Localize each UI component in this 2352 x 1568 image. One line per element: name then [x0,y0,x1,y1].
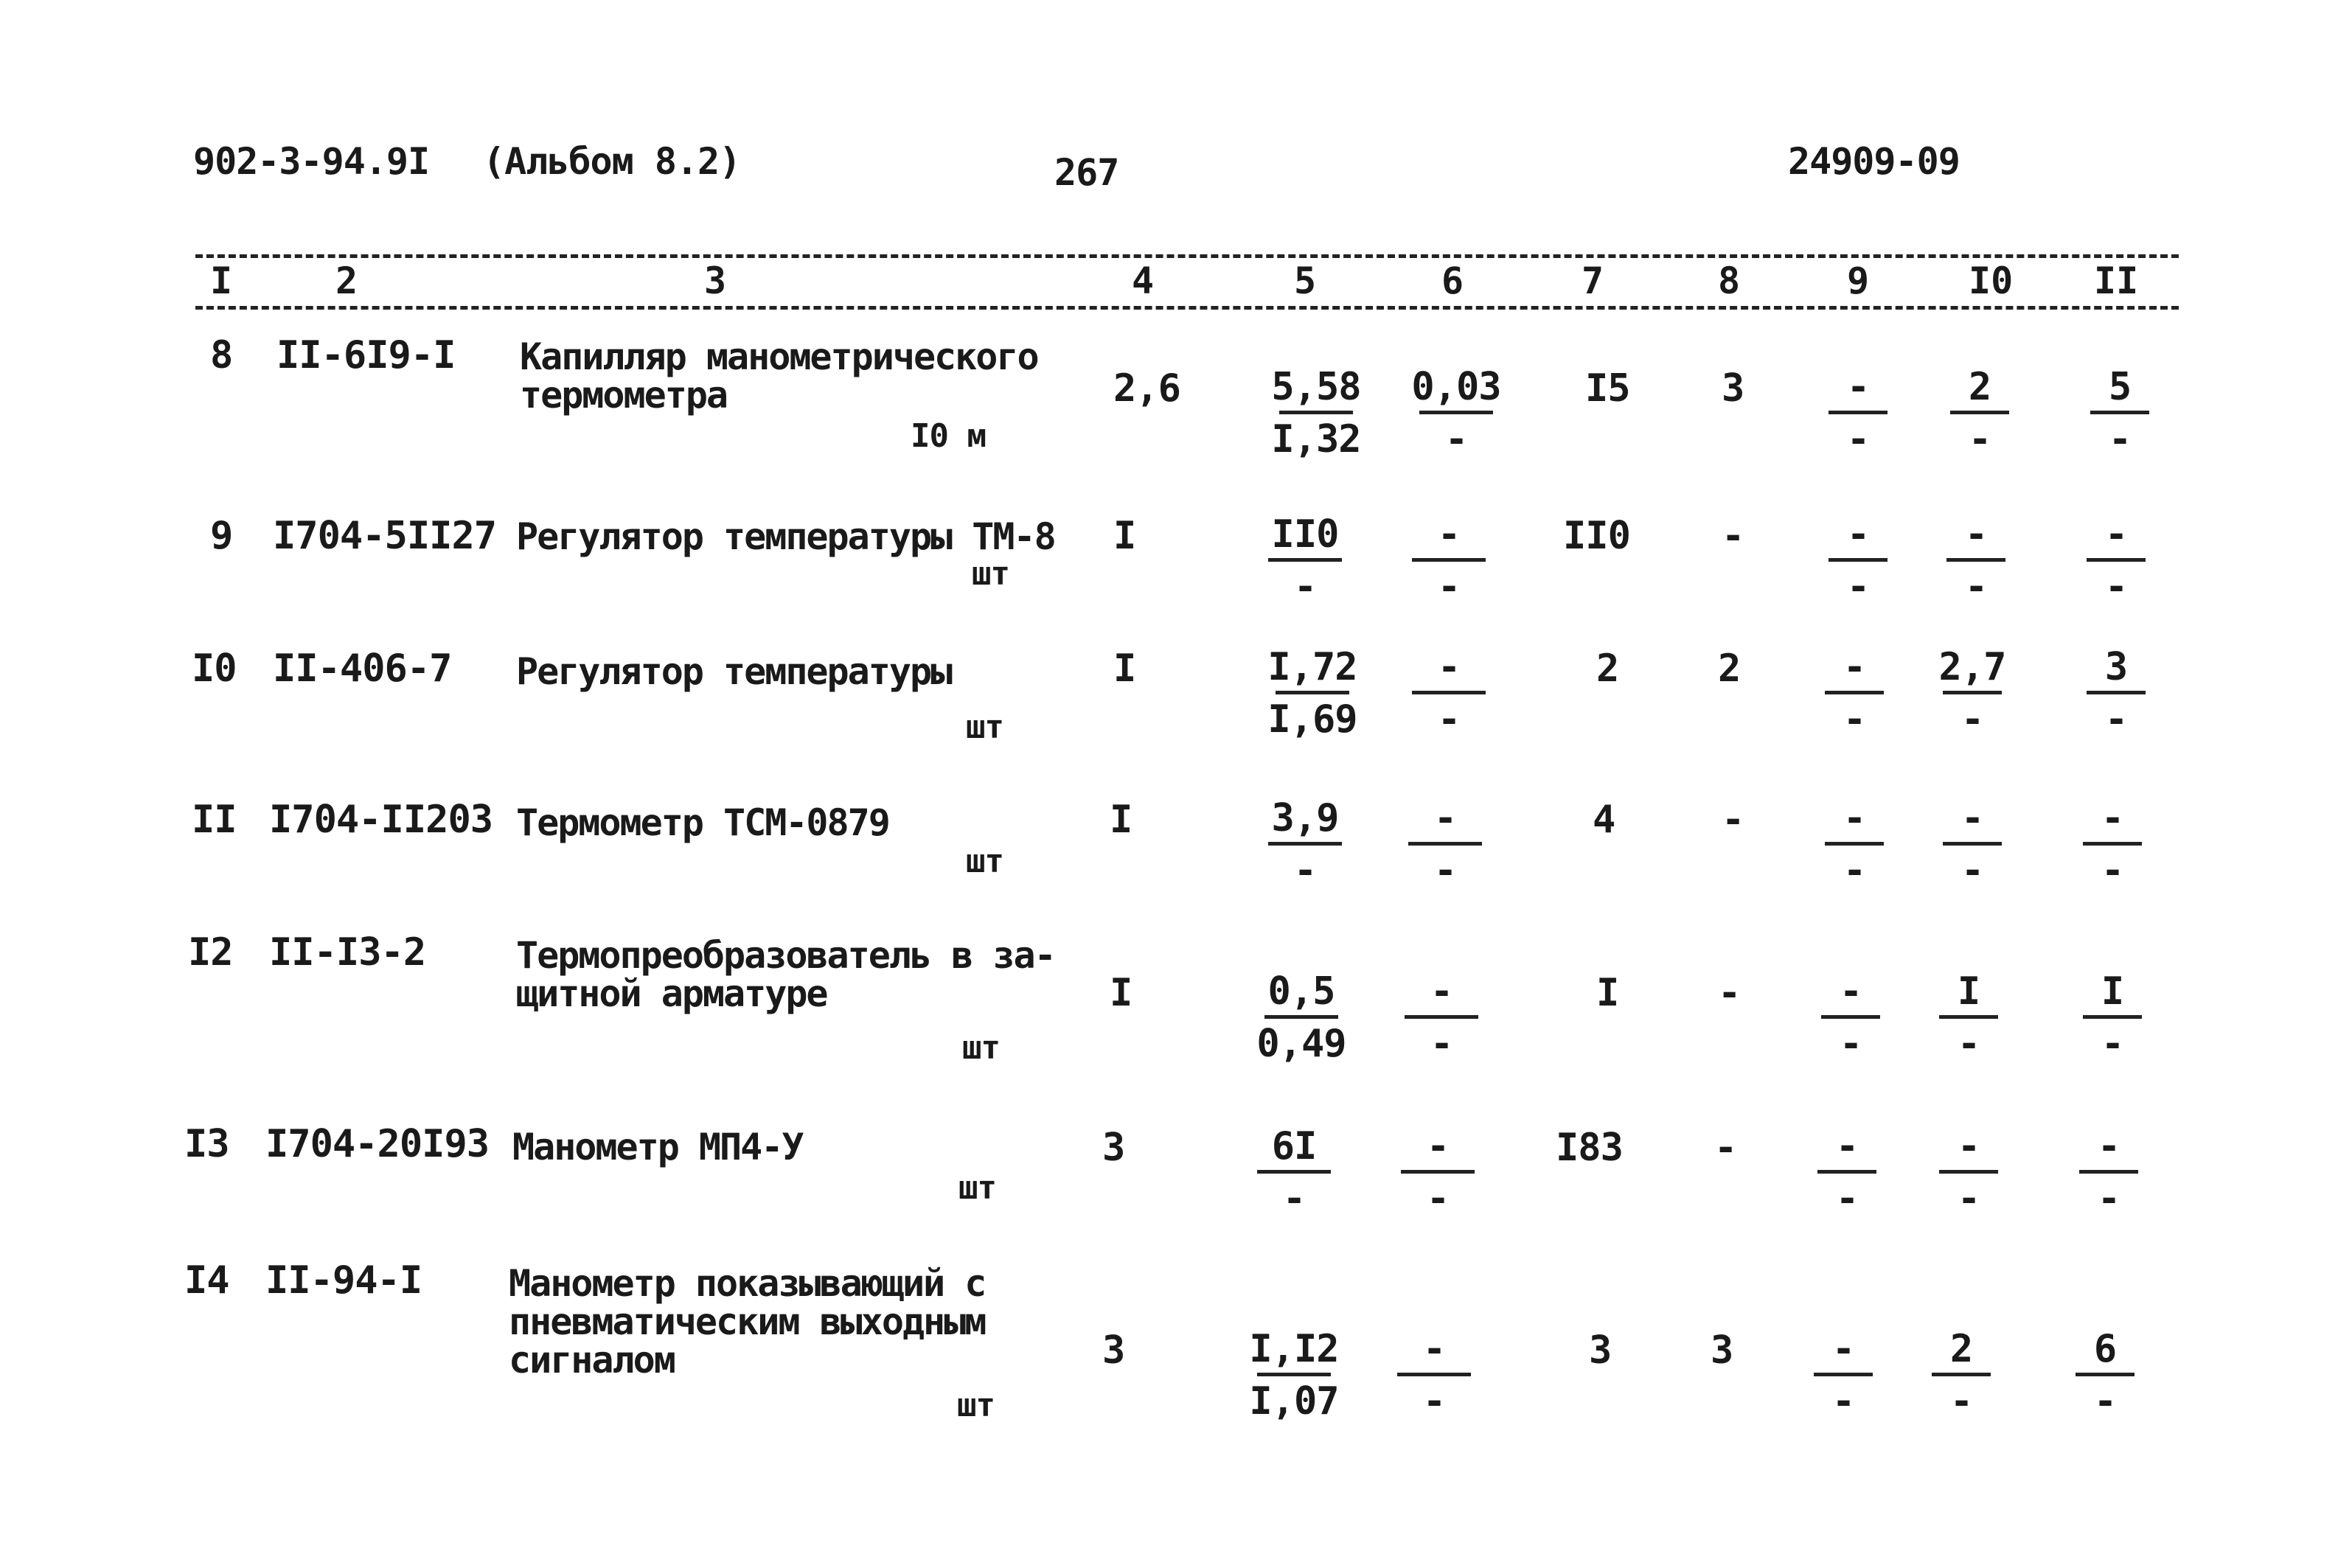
col10-top: 2 [1968,365,1991,409]
col5-bottom: - [1293,849,1317,893]
fraction-bar [1943,842,2002,846]
item-code: II-6I9-I [276,333,456,377]
header-dash-top [195,254,2179,258]
col5-top: 5,58 [1271,365,1361,409]
col9-fraction [1817,796,1891,893]
col11-bottom: - [2101,1022,2124,1066]
item-unit: I0 м [911,417,986,455]
item-unit: шт [958,1169,996,1207]
fraction-bar [1950,411,2009,414]
col10-top: I [1957,969,1980,1014]
col9-fraction [1814,969,1887,1066]
col8-value: - [1722,798,1744,842]
col8-value: - [1722,514,1744,558]
col6-top: - [1437,512,1461,557]
item-name: Термометр ТСМ-0879 [516,801,889,844]
col10-bottom: - [1957,1177,1980,1221]
col9-top: - [1839,969,1862,1014]
col6-fraction [1386,1124,1489,1221]
col7-value: I [1596,971,1619,1015]
col11-top: - [2104,512,2128,557]
col-header-8: 8 [1718,259,1741,302]
item-name: Регулятор температуры [516,650,952,693]
col6-bottom: - [1430,1022,1453,1066]
col11-bottom: - [2104,565,2128,609]
col4-value: 3 [1102,1126,1125,1170]
col10-bottom: - [1968,417,1991,461]
row-number: II [192,798,237,842]
row-number: I3 [184,1122,229,1166]
col10-fraction [1939,512,2013,609]
item-unit: шт [972,555,1009,593]
fraction-bar [1257,1373,1331,1376]
archive-number: 24909-09 [1788,140,1960,183]
col10-top: - [1964,512,1988,557]
col6-top: - [1422,1327,1446,1371]
row-number: 8 [210,333,233,377]
item-unit: шт [962,1029,1000,1067]
fraction-bar [1939,1170,1998,1174]
fraction-bar [2076,1373,2134,1376]
fraction-bar [1939,1015,1998,1019]
fraction-bar [1825,842,1884,846]
col6-top: 0,03 [1411,365,1501,409]
col5-top: 0,5 [1267,969,1335,1014]
col-header-10: I0 [1969,259,2014,302]
col11-top: 3 [2104,645,2128,689]
row-number: I2 [188,930,233,975]
col10-bottom: - [1964,565,1988,609]
col5-fraction [1261,645,1364,742]
col5-bottom: I,07 [1249,1379,1339,1424]
col9-bottom: - [1835,1177,1859,1221]
fraction-bar [1401,1170,1475,1174]
fraction-bar [1829,558,1887,562]
fraction-bar [1814,1373,1873,1376]
col6-fraction [1397,645,1500,742]
col11-fraction [2068,1327,2142,1424]
col6-top: - [1430,969,1453,1014]
col11-top: I [2101,969,2124,1014]
col9-top: - [1846,365,1870,409]
col11-fraction [2079,512,2153,609]
col5-fraction [1242,1327,1346,1424]
col7-value: I5 [1585,366,1630,411]
col10-fraction [1932,1124,2005,1221]
col10-fraction [1935,796,2009,893]
fraction-bar [2087,558,2146,562]
page-number: 267 [1054,151,1119,194]
col10-top: - [1960,796,1984,840]
doc-code: 902-3-94.9I [193,140,430,183]
item-code: II-406-7 [273,647,452,691]
fraction-bar [1268,842,1342,846]
col7-value: II0 [1563,514,1630,558]
item-name: Манометр МП4-У [512,1126,803,1168]
col9-fraction [1817,645,1891,742]
fraction-bar [1276,691,1349,694]
col9-bottom: - [1846,417,1870,461]
item-unit: шт [957,1387,995,1424]
col7-value: 4 [1593,798,1615,842]
col4-value: I [1113,514,1136,558]
fraction-bar [1397,1373,1471,1376]
col6-fraction [1405,365,1508,461]
fraction-bar [1946,558,2005,562]
col6-bottom: - [1422,1379,1446,1424]
col6-top: - [1437,645,1461,689]
row-number: 9 [210,514,233,558]
col6-bottom: - [1426,1177,1450,1221]
fraction-bar [1279,411,1353,414]
item-code: II-94-I [265,1258,422,1303]
fraction-bar [1264,1015,1338,1019]
col8-value: 3 [1722,366,1744,411]
col4-value: I [1110,798,1132,842]
col11-bottom: - [2108,417,2132,461]
col-header-7: 7 [1582,259,1604,302]
col11-fraction [2076,796,2149,893]
row-number: I0 [192,647,237,691]
col11-bottom: - [2101,849,2124,893]
col5-top: I,72 [1267,645,1357,689]
col-header-3: 3 [704,259,727,302]
col5-bottom: I,69 [1267,697,1357,742]
col9-top: - [1831,1327,1855,1371]
col11-bottom: - [2104,697,2128,742]
fraction-bar [1829,411,1887,414]
item-unit: шт [966,843,1003,880]
col5-fraction [1242,1124,1346,1221]
item-code: I704-20I93 [265,1122,490,1166]
col9-fraction [1821,365,1895,461]
fraction-bar [1821,1015,1880,1019]
col9-fraction [1821,512,1895,609]
col7-value: 2 [1596,647,1619,691]
col10-fraction [1924,1327,1998,1424]
col-header-4: 4 [1132,259,1155,302]
fraction-bar [1943,691,2002,694]
col5-fraction [1253,512,1357,609]
col11-top: - [2101,796,2124,840]
col9-top: - [1835,1124,1859,1168]
fraction-bar [1412,558,1486,562]
col-header-1: I [210,259,233,302]
col9-top: - [1843,645,1866,689]
col9-bottom: - [1843,849,1866,893]
col10-fraction [1932,969,2005,1066]
col11-fraction [2083,365,2157,461]
item-code: I704-5II27 [273,514,497,558]
col11-bottom: - [2097,1177,2120,1221]
fraction-bar [2087,691,2146,694]
album-label: (Альбом 8.2) [483,140,741,183]
col8-value: - [1714,1126,1737,1170]
col9-bottom: - [1846,565,1870,609]
col5-bottom: - [1282,1177,1306,1221]
col6-bottom: - [1437,565,1461,609]
fraction-bar [1412,691,1486,694]
col6-top: - [1426,1124,1450,1168]
col9-top: - [1843,796,1866,840]
col9-fraction [1810,1124,1884,1221]
col-header-2: 2 [335,259,358,302]
fraction-bar [1817,1170,1876,1174]
col11-fraction [2076,969,2149,1066]
col5-bottom: I,32 [1271,417,1361,461]
col5-bottom: - [1293,565,1317,609]
col8-value: 3 [1711,1328,1733,1373]
item-name: Регулятор температуры ТМ-8 [516,515,1055,558]
col-header-6: 6 [1441,259,1464,302]
item-unit: шт [966,708,1003,746]
fraction-bar [2079,1170,2138,1174]
col6-bottom: - [1433,849,1457,893]
col11-top: 5 [2108,365,2132,409]
col11-fraction [2072,1124,2146,1221]
fraction-bar [2090,411,2149,414]
fraction-bar [2083,842,2142,846]
col10-bottom: - [1949,1379,1973,1424]
col10-top: - [1957,1124,1980,1168]
col9-bottom: - [1839,1022,1862,1066]
col11-fraction [2079,645,2153,742]
col6-fraction [1382,1327,1486,1424]
col5-top: 3,9 [1271,796,1339,840]
item-name: Манометр показывающий с пневматическим выходным сигналом [509,1262,986,1381]
row-number: I4 [184,1258,229,1303]
col4-value: I [1113,647,1136,691]
col10-top: 2 [1949,1327,1973,1371]
col11-bottom: - [2093,1379,2117,1424]
col9-bottom: - [1843,697,1866,742]
fraction-bar [2083,1015,2142,1019]
item-code: I704-II203 [269,798,493,842]
col10-bottom: - [1960,849,1984,893]
col5-bottom: 0,49 [1256,1022,1346,1066]
col5-fraction [1253,796,1357,893]
col10-fraction [1943,365,2017,461]
col8-value: 2 [1718,647,1741,691]
col5-top: I,I2 [1249,1327,1339,1371]
col5-fraction [1264,365,1368,461]
col9-fraction [1806,1327,1880,1424]
col8-value: - [1718,971,1741,1015]
col10-bottom: - [1957,1022,1980,1066]
col10-top: 2,7 [1938,645,2006,689]
col9-bottom: - [1831,1379,1855,1424]
item-name: Термопреобразователь в за- щитной арматуре [516,934,1055,1015]
col11-top: 6 [2093,1327,2117,1371]
col7-value: I83 [1556,1126,1623,1170]
col6-bottom: - [1437,697,1461,742]
col9-top: - [1846,512,1870,557]
col7-value: 3 [1589,1328,1612,1373]
item-code: II-I3-2 [269,930,426,975]
col6-fraction [1394,796,1497,893]
fraction-bar [1419,411,1493,414]
col5-top: II0 [1271,512,1339,557]
header-dash-bottom [195,306,2179,310]
fraction-bar [1405,1015,1478,1019]
col5-top: 6I [1271,1124,1317,1168]
item-name: Капилляр манометрического термометра [520,335,1038,417]
col5-fraction [1250,969,1353,1066]
col6-top: - [1433,796,1457,840]
col-header-9: 9 [1847,259,1870,302]
fraction-bar [1825,691,1884,694]
fraction-bar [1268,558,1342,562]
col10-bottom: - [1960,697,1984,742]
col6-fraction [1390,969,1493,1066]
fraction-bar [1408,842,1482,846]
col6-fraction [1397,512,1500,609]
fraction-bar [1932,1373,1991,1376]
col4-value: I [1110,971,1132,1015]
fraction-bar [1257,1170,1331,1174]
col-header-5: 5 [1294,259,1317,302]
col4-value: 2,6 [1113,366,1180,411]
col-header-11: II [2094,259,2139,302]
col4-value: 3 [1102,1328,1125,1373]
col11-top: - [2097,1124,2120,1168]
col6-bottom: - [1444,417,1468,461]
col10-fraction [1935,645,2009,742]
